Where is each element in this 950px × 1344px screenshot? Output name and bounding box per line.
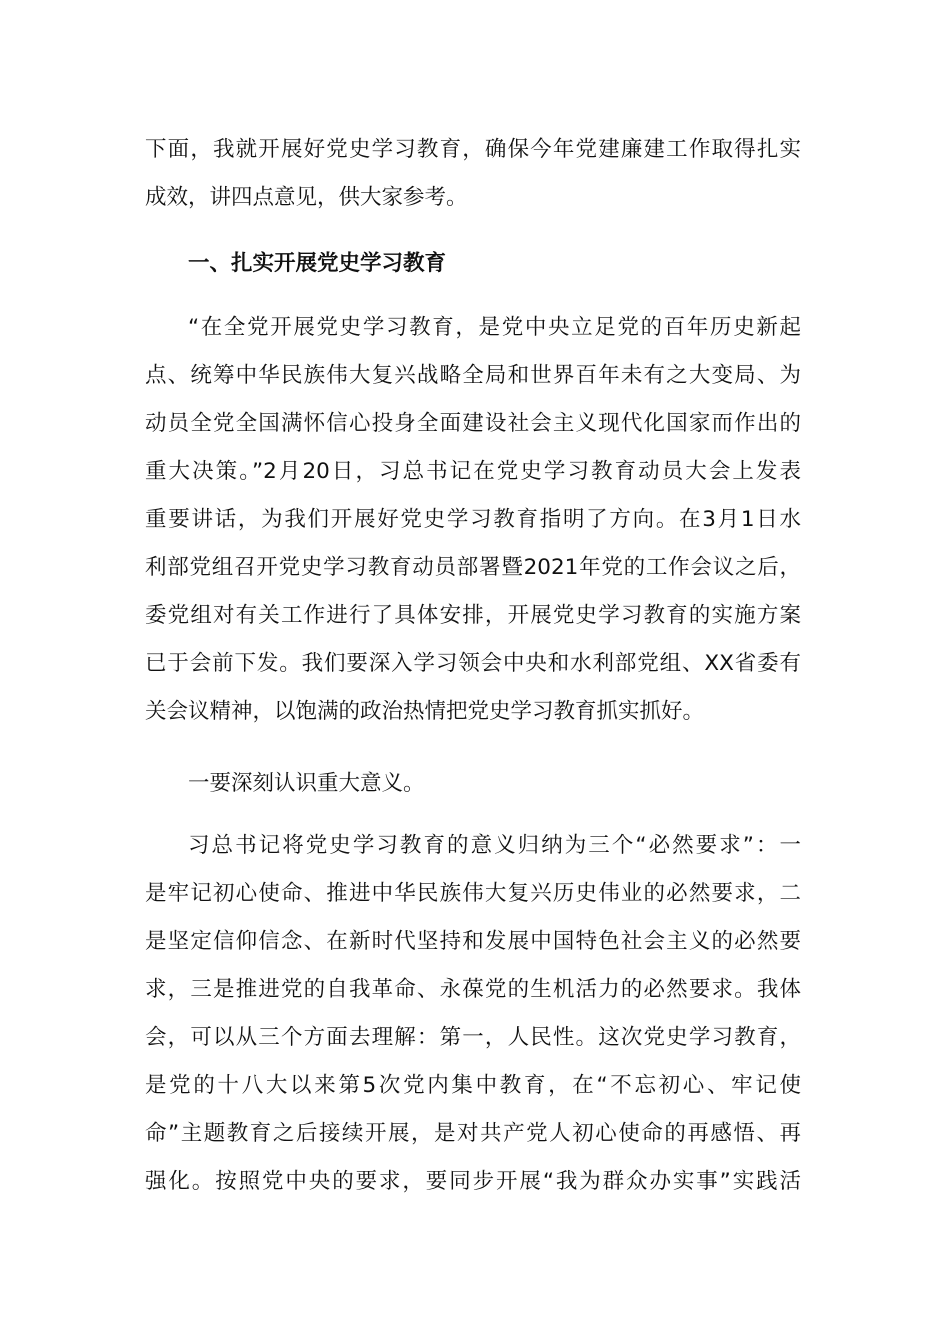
text-line: 动员全党全国满怀信心投身全面建设社会主义现代化国家而作出的 <box>145 411 801 436</box>
text-line: “在全党开展党史学习教育，是党中央立足党的百年历史新起 <box>188 315 801 340</box>
text-line: 成效，讲四点意见，供大家参考。 <box>145 185 468 210</box>
text-line: 重要讲话，为我们开展好党史学习教育指明了方向。在3月1日水 <box>145 507 801 532</box>
text-line: 委党组对有关工作进行了具体安排，开展党史学习教育的实施方案 <box>145 603 801 628</box>
text-line: 强化。按照党中央的要求，要同步开展“我为群众办实事”实践活 <box>145 1169 801 1194</box>
heading-line: 一、扎实开展党史学习教育 <box>188 251 447 276</box>
text-line: 命”主题教育之后接续开展，是对共产党人初心使命的再感悟、再 <box>145 1121 801 1146</box>
text-line: 下面，我就开展好党史学习教育，确保今年党建廉建工作取得扎实 <box>145 137 801 162</box>
text-line: 已于会前下发。我们要深入学习领会中央和水利部党组、XX省委有 <box>145 651 801 676</box>
paragraph-intro <box>145 126 801 222</box>
text-line: 是党的十八大以来第5次党内集中教育，在“不忘初心、牢记使 <box>145 1073 801 1098</box>
text-line: 点、统筹中华民族伟大复兴战略全局和世界百年未有之大变局、为 <box>145 363 801 388</box>
text-line: 是牢记初心使命、推进中华民族伟大复兴历史伟业的必然要求，二 <box>145 881 801 906</box>
text-line: 习总书记将党史学习教育的意义归纳为三个“必然要求”：一 <box>188 833 801 858</box>
text-line: 求，三是推进党的自我革命、永葆党的生机活力的必然要求。我体 <box>145 977 801 1002</box>
paragraph-subheading <box>145 760 801 808</box>
section-heading <box>145 240 801 288</box>
text-line: 会，可以从三个方面去理解：第一，人民性。这次党史学习教育， <box>145 1025 801 1050</box>
text-line: 是坚定信仰信念、在新时代坚持和发展中国特色社会主义的必然要 <box>145 929 801 954</box>
text-line: 重大决策。”2月20日，习总书记在党史学习教育动员大会上发表 <box>145 459 801 484</box>
text-line: 关会议精神，以饱满的政治热情把党史学习教育抓实抓好。 <box>145 699 705 724</box>
paragraph-significance <box>145 822 801 1206</box>
text-line: 一要深刻认识重大意义。 <box>188 771 425 796</box>
text-line: 利部党组召开党史学习教育动员部署暨2021年党的工作会议之后， <box>145 555 801 580</box>
paragraph-quote <box>145 304 801 736</box>
